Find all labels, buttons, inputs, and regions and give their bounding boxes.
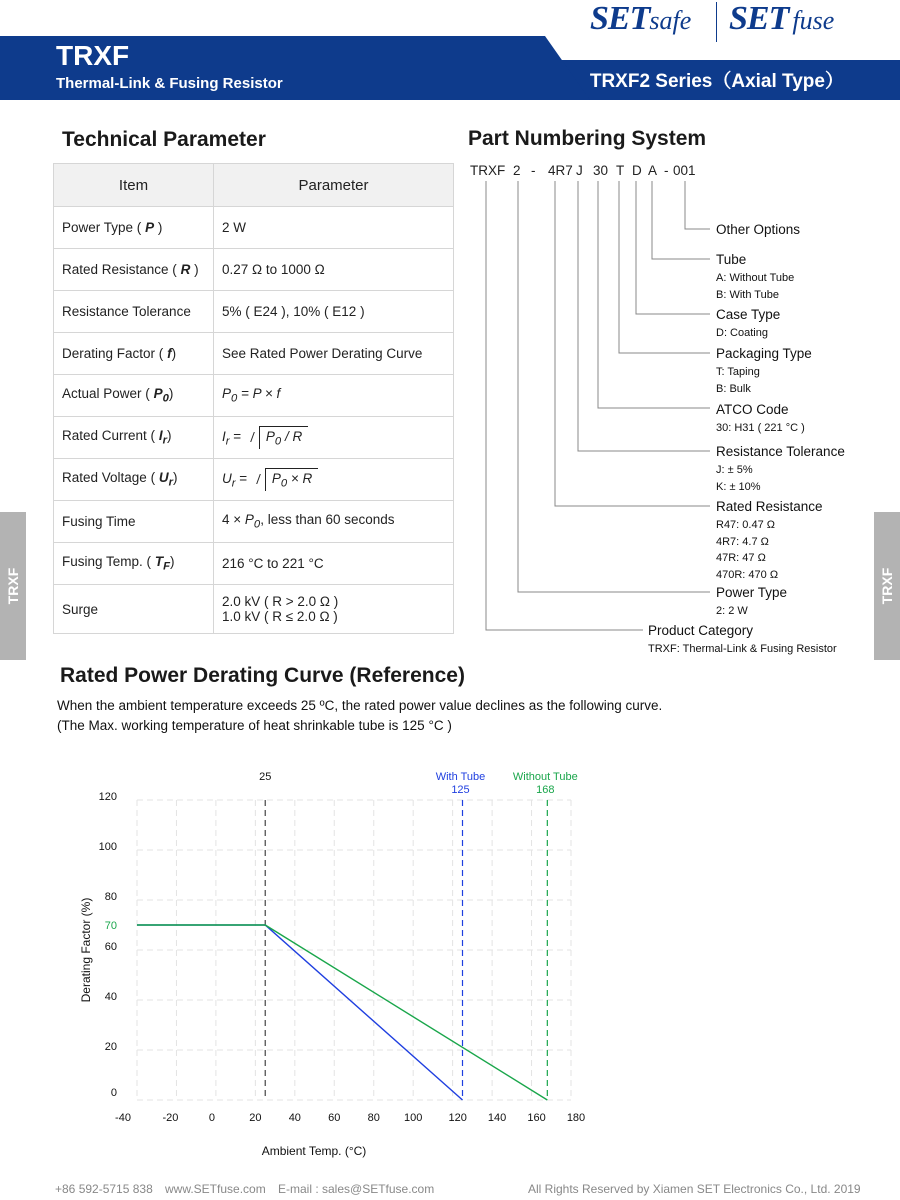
field-label: Tube [716,252,747,267]
field-label: Product Category [648,623,754,638]
connector-line [685,181,710,229]
y-tick-label: 60 [104,941,117,953]
row-value: See Rated Power Derating Curve [214,333,454,375]
row-item: Rated Voltage ( $U_r$) [54,459,214,501]
y-tick-label: 40 [104,991,117,1003]
field-label: Power Type [716,585,788,600]
row-value: $I_r = P_0 / R$ [214,417,454,459]
connector-line [619,181,710,353]
row-item: Fusing Time [54,501,214,543]
x-axis-title: Ambient Temp. (°C) [261,1144,367,1158]
y-marker-label: 70 [104,920,117,932]
field-option: D: Coating [716,327,768,339]
field-option: 470R: 470 Ω [716,568,779,581]
row-item: Fusing Temp. ( $T_F$) [54,543,214,585]
x-tick-label: 140 [487,1112,507,1124]
field-label: Rated Resistance [716,499,823,514]
row-value: 216 °C to 221 °C [214,543,454,585]
connector-line [652,181,710,259]
row-value: $P_0 = P \times f$ [214,375,454,417]
code-segment: J [576,163,583,178]
field-option: B: With Tube [716,288,779,301]
row-value: 5% ( E24 ), 10% ( E12 ) [214,291,454,333]
row-item: Resistance Tolerance [54,291,214,333]
field-option: 47R: 47 Ω [716,552,766,564]
x-tick-label: 160 [527,1112,546,1124]
field-option: TRXF: Thermal-Link & Fusing Resistor [648,643,837,655]
setfuse-logo: SET fuse [729,0,835,37]
field-option: B: Bulk [716,382,751,395]
row-item: Power Type ( P ) [54,207,214,249]
x-tick-label: 180 [566,1112,586,1124]
field-option: 30: H31 ( 221 °C ) [716,422,805,434]
field-label: Resistance Tolerance [716,444,845,459]
field-label: ATCO Code [716,402,789,417]
series-line [137,925,547,1100]
x-tick-label: 60 [328,1112,341,1124]
code-segment: TRXF [470,163,506,178]
code-segment: 001 [673,163,696,178]
code-segment: - [664,163,669,178]
row-value: $4 \times P_0$, less than 60 seconds [214,501,454,543]
sqrt-symbol: $P_0$ / R [247,426,308,450]
row-item: Derating Factor ( f) [54,333,214,375]
connector-line [636,181,710,314]
product-title: TRXF [56,40,130,71]
code-segment: T [616,163,625,178]
setsafe-logo: SETsafe [590,0,692,37]
field-label: Packaging Type [716,346,812,361]
y-tick-label: 100 [98,841,117,853]
side-tab-left: TRXF [0,512,26,660]
field-option: 4R7: 4.7 Ω [716,535,769,548]
tech-param-title: Technical Parameter [62,128,266,151]
field-option: J: ± 5% [716,464,753,476]
field-label: Other Options [716,222,801,237]
field-label: Case Type [716,307,781,322]
row-item: Surge [54,585,214,634]
vline-value: 168 [536,784,555,796]
derating-desc-1: When the ambient temperature exceeds 25 ºC, the rated power value declines as the following curve. [57,698,663,713]
footer-phone: +86 592-5715 838 [55,1182,153,1196]
derating-desc-2: (The Max. working temperature of heat shrinkable tube is 125 °C ) [57,718,452,733]
code-segment: A [648,163,658,178]
vline-label: With Tube [435,771,486,783]
x-tick-label: 80 [367,1112,380,1124]
row-value: 2 W [214,207,454,249]
y-tick-label: 80 [104,891,117,903]
x-tick-label: 0 [208,1112,215,1124]
sqrt-symbol: $P_0 \times R$ [253,468,318,492]
code-segment: 30 [593,163,609,178]
row-item: Rated Current ( $I_r$) [54,417,214,459]
footer-email[interactable]: E-mail : sales@SETfuse.com [278,1182,435,1196]
side-tab-right: TRXF [874,512,900,660]
row-value: $U_r = P_0 \times R$ [214,459,454,501]
connector-line [598,181,710,408]
code-segment: 2 [513,163,521,178]
y-tick-label: 0 [110,1087,117,1099]
x-tick-label: 20 [249,1112,262,1124]
field-option: K: ± 10% [716,480,761,493]
code-segment: 4R7 [548,163,573,178]
y-tick-label: 120 [98,791,117,803]
field-option: 2: 2 W [716,605,748,617]
field-option: A: Without Tube [716,272,795,284]
vline-value: 125 [451,784,470,796]
header-parameter: Parameter [214,164,454,207]
x-tick-label: 40 [288,1112,301,1124]
series-title: TRXF2 Series（Axial Type） [589,71,844,92]
header-item: Item [54,164,214,207]
x-tick-label: -40 [115,1112,131,1124]
product-subtitle: Thermal-Link & Fusing Resistor [56,75,283,92]
y-axis-title: Derating Factor (%) [79,897,93,1003]
row-value: 2.0 kV ( R > 2.0 Ω ) 1.0 kV ( R ≤ 2.0 Ω ) [214,585,454,634]
field-option: T: Taping [716,366,760,378]
x-tick-label: 120 [448,1112,467,1124]
row-item: Rated Resistance ( R ) [54,249,214,291]
x-tick-label: -20 [162,1112,179,1124]
part-numbering-title: Part Numbering System [468,127,707,150]
derating-chart [0,760,900,1170]
connector-line [518,181,710,592]
footer-copyright: All Rights Reserved by Xiamen SET Electronics Co., Ltd. 2019 [528,1182,861,1196]
code-segment: D [632,163,642,178]
code-segment: - [531,163,536,178]
vline-label: Without Tube [512,771,578,783]
row-value: 0.27 Ω to 1000 Ω [214,249,454,291]
footer-website[interactable]: www.SETfuse.com [165,1182,266,1196]
y-tick-label: 20 [104,1041,117,1053]
field-option: R47: 0.47 Ω [716,519,775,531]
x-tick-label: 100 [404,1112,423,1124]
row-item: Actual Power ( $P_0$) [54,375,214,417]
derating-title: Rated Power Derating Curve (Reference) [60,664,465,687]
vline-label: 25 [259,771,272,783]
